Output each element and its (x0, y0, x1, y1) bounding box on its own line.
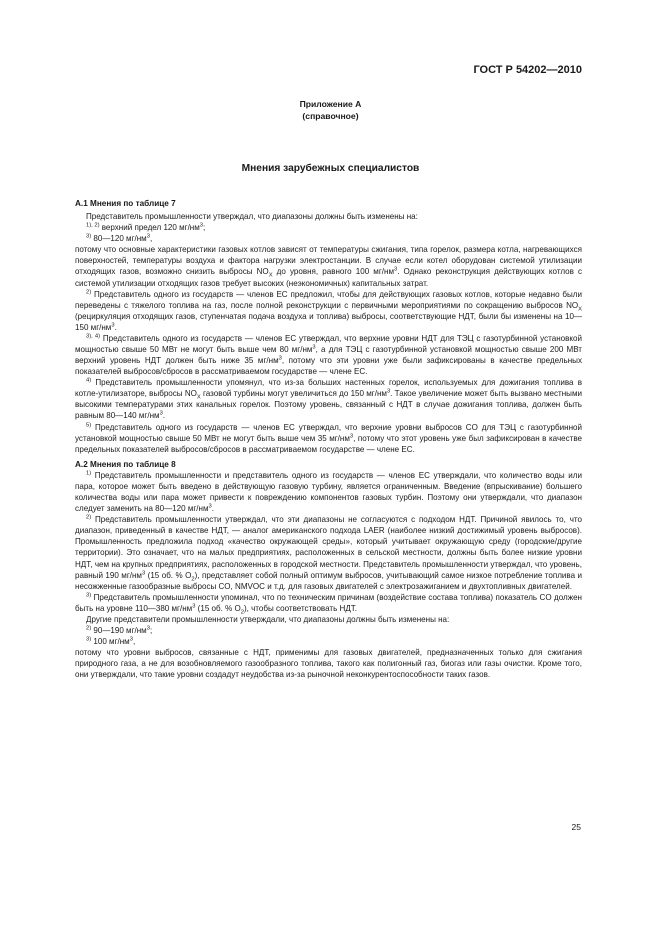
paragraph: $^{3), 4)}$ Представитель одного из государств — членов ЕС утверждал, что верхние уровни НДТ для ТЭЦ с газотурбинной установкой мощностью свыше 50 МВт не могут быть выше чем 80 $мг/нм^3$, а для ТЭЦ с газотурбинной установкой мощностью свыше 200 МВт верхний уровень НДТ должен быть ниже 35 $мг/нм^3$, потому что эти уровни уже были зафиксированы в качестве предельных показателей выбросов/сбросов в рассматриваемом государстве — члене ЕС. (75, 333, 582, 377)
section-heading-a1: А.1 Мнения по таблице 7 (75, 199, 176, 208)
paragraph: Другие представители промышленности утверждали, что диапазоны должны быть изменены на: (86, 614, 450, 624)
page-number: 25 (571, 822, 581, 832)
list-item: $^{1), 2)}$ верхний предел 120 $мг/нм^3$; (86, 222, 206, 233)
paragraph: $^{5)}$ Представитель одного из государств — членов ЕС утверждал, что верхние уровни выбросов CO для ТЭЦ с газотурбинной установкой мощностью свыше 50 МВт не могут быть выше чем 35 $мг/нм^3$, потому что этот уровень уже был зафиксирован в качестве предельных показателей выбросов/сбросов в рассматриваемом государстве — члене ЕС. (75, 421, 582, 454)
list-item: $^{3)}$ 80—120 $мг/нм^3$, (86, 233, 153, 244)
paragraph: $^{2)}$ Представитель одного из государств — членов ЕС предложил, чтобы для действующих газовых котлов, которые недавно были переведены с тяжелого топлива на газ, после полной реконструкции с первичными мероприятиями по сокращению выбросов $NO_X$ (рециркуляция отходящих газов, ступенчатая подача воздуха и топлива) выбросы, соответствующие НДТ, были бы изменены на 10—150 $мг/нм^3$. (75, 288, 582, 332)
standard-designation: ГОСТ Р 54202—2010 (473, 64, 582, 76)
page-title: Мнения зарубежных специалистов (241, 163, 420, 174)
annex-subtitle: (справочное) (302, 111, 359, 121)
annex-heading (0, 98, 661, 122)
paragraph: $^{4)}$ Представитель промышленности упомянул, что из-за больших настенных горелок, используемых для дожигания топлива в котле-утилизаторе, выбросы $NO_X$ газовой турбины могут увеличиться до 150 $мг/нм^3$. Такое увеличение может быть вызвано местными высокими температурами этих канальных горелок. Поэтому уровень, связанный с НДТ в случае дожигания топлива, должен быть равным 80—140 $мг/нм^3$. (75, 377, 582, 421)
list-item: $^{3)}$ 100 $мг/нм^3$, (86, 636, 136, 647)
paragraph: $^{3)}$ Представитель промышленности упоминал, что по техническим причинам (воздействие состава топлива) показатель CO должен быть на уровне 110—380 $мг/нм^3$ (15 об. % $O_2$), чтобы соответствовать НДТ. (75, 592, 582, 616)
document-body (75, 198, 582, 680)
paragraph: потому что основные характеристики газовых котлов зависят от температуры сжигания, типа горелок, размера котла, нагревающихся поверхностей, температуры воздуха и фактора нагрузки электростанции. В случае если котел оборудован системой утилизации отходящих газов, возможно снизить выбросы $NO_X$ до уровня, равного 100 $мг/нм^3$. Однако реконструкция действующих котлов с системой утилизации отходящих газов требует высоких (неэкономичных) капитальных затрат. (75, 245, 583, 288)
paragraph: Представитель промышленности утверждал, что диапазоны должны быть изменены на: (86, 212, 418, 222)
paragraph: $^{1)}$ Представитель промышленности и представитель одного из государств — членов ЕС утверждали, что количество воды или пара, которое может быть введено в действующую газовую турбину, является ограниченным. Введение (впрыскивание) большего количества воды или пара может привести к повреждению компонентов газовых турбин. Поэтому они утверждали, что диапазон следует заменить на 80—120 $мг/нм^3$. (75, 470, 582, 514)
annex-title: Приложение А (299, 99, 362, 109)
paragraph: потому что уровни выбросов, связанные с НДТ, применимы для газовых двигателей, предназначенных только для сжигания природного газа, а не для возобновляемого газообразного топлива, такого как полигонный газ, биогаз или газы очистки. Кроме того, они утверждали, что такие уровни создадут неудобства из-за рыночной неконкурентоспособности таких газов. (75, 648, 582, 680)
section-heading-a2: А.2 Мнения по таблице 8 (75, 459, 176, 469)
list-item: $^{2)}$ 90—190 $мг/нм^3$; (86, 625, 153, 635)
paragraph: $^{2)}$ Представитель промышленности утверждал, что эти диапазоны не согласуются с подходом НДТ. Причиной явилось то, что диапазон, приведенный в качестве НДТ, — аналог американского подхода LAER (наиболее низкий достижимый уровень выбросов). Промышленность предложила подход «качество окружающей среды», который учитывает окружающую среду (городские/другие территории). Это означает, что на малых предприятиях, расположенных в сельской местности, должны быть более низкие уровни НДТ, чем на крупных предприятиях, расположенных в городской местности. Представитель промышленности утверждал, что уровень, равный 190 $мг/нм^3$ (15 об. % $O_2$), представляет собой полный оптимум выбросов, учитывающий самое низкое потребление топлива и несожженные газообразные выбросы CO, NMVOC и т.д. для газовых двигателей с электрозажиганием и двухтопливных двигателей. (75, 514, 582, 591)
